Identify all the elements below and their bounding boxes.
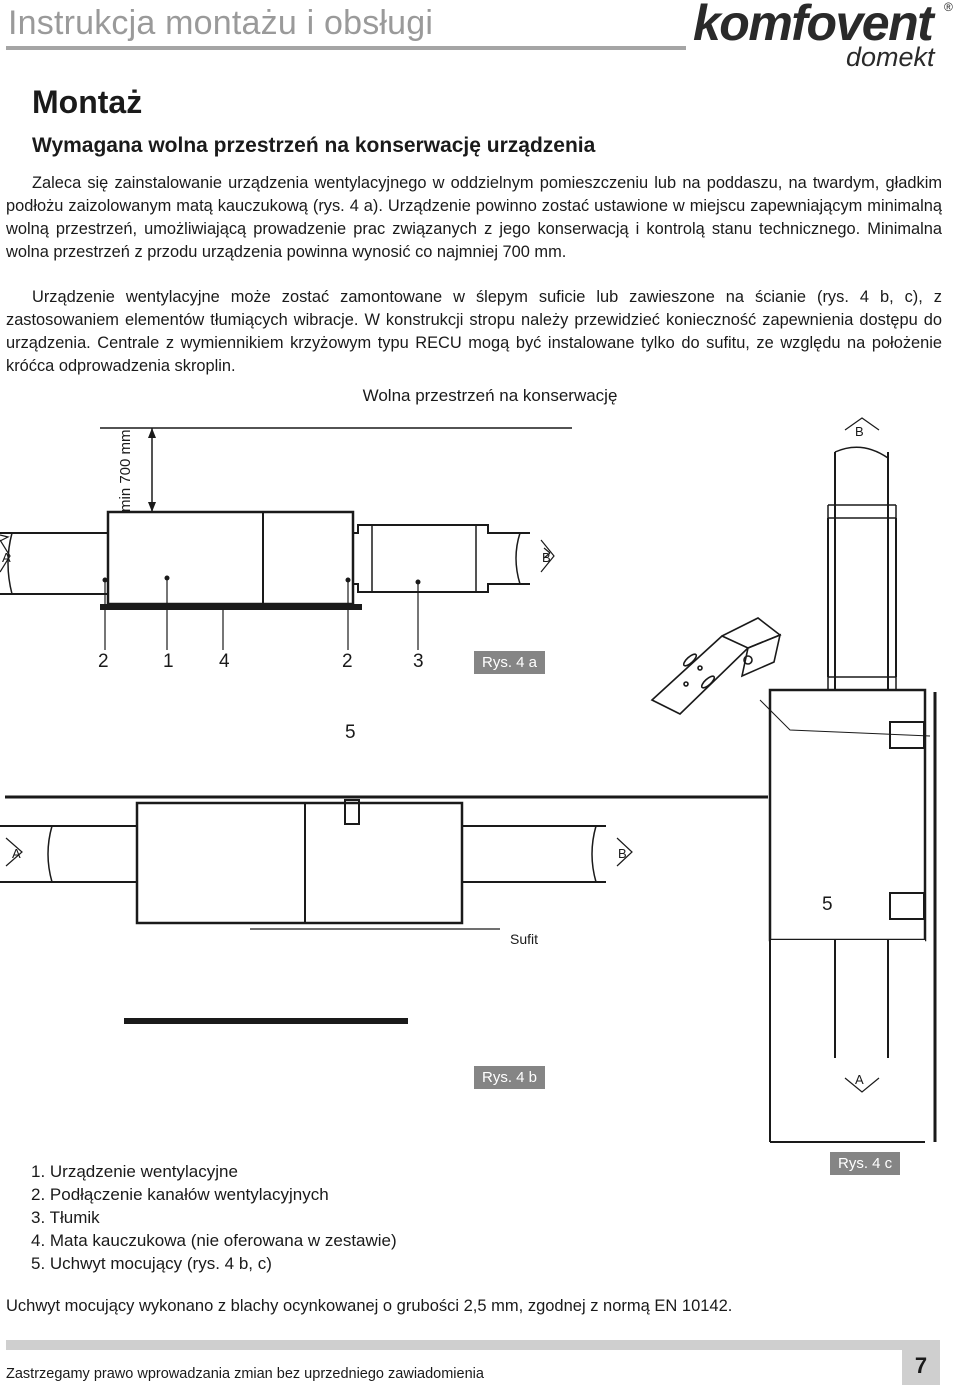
section-heading: Montaż (32, 84, 143, 120)
port-a-label-4b: A (12, 846, 21, 861)
document-title: Instrukcja montażu i obsługi (8, 4, 434, 42)
dimension-label: min 700 mm (117, 429, 134, 512)
paragraph-1-text: Zaleca się zainstalowanie urządzenia wentylacyjnego w oddzielnym pomieszczeniu lub na poddaszu, na twardym, gładkim podłożu zaizolowanym matą kauczukową (rys. 4 a). Urządzenie powinno zostać ustawione w miejscu zapewniającym minimalną wolną przestrzeń, umożliwiającą prowadzenie prac związanych z jego konserwacją i kontrolą stanu technicznego. Minimalna wolna przestrzeń z przodu urządzenia powinna wynosić co najmniej 700 mm. (6, 174, 942, 261)
callout-3: 3 (413, 651, 424, 672)
badge-rys-4a: Rys. 4 a (474, 651, 545, 674)
port-a-label-4a: A (2, 550, 11, 565)
legend-item: 1. Urządzenie wentylacyjne (31, 1162, 238, 1181)
port-b-label-4b: B (618, 846, 627, 861)
callout-2-right: 2 (342, 651, 353, 672)
legend-item: 4. Mata kauczukowa (nie oferowana w zestawie) (31, 1231, 397, 1250)
callout-4: 4 (219, 651, 230, 672)
port-b-label-4c: B (855, 424, 864, 439)
legend-item: 5. Uchwyt mocujący (rys. 4 b, c) (31, 1254, 272, 1273)
brand-logo: komfovent (693, 0, 933, 51)
section-subheading: Wymagana wolna przestrzeń na konserwację urządzenia (32, 134, 596, 157)
paragraph-2-text: Urządzenie wentylacyjne może zostać zamontowane w ślepym suficie lub zawieszone na ścianie (rys. 4 b, c), z zastosowaniem elementów tłumiących wibracje. W konstrukcji stropu należy przewidzieć konieczność zapewnienia dostępu do urządzenia. Centrale z wymiennikiem krzyżowym typu RECU mogą być instalowane tylko do sufitu, ze względu na położenie króćca odprowadzenia skroplin. (6, 288, 942, 375)
vertical-unit (770, 690, 925, 940)
legend-item: 3. Tłumik (31, 1208, 100, 1227)
duct-left (0, 533, 108, 594)
callout-1: 1 (163, 651, 174, 672)
callout-2-left: 2 (98, 651, 109, 672)
ceiling-unit (137, 803, 462, 923)
badge-rys-4b: Rys. 4 b (474, 1066, 545, 1089)
callout-5-side: 5 (822, 894, 833, 915)
legend-item: 2. Podłączenie kanałów wentylacyjnych (31, 1185, 329, 1204)
ceiling-label: Sufit (510, 931, 539, 947)
floor-bar (124, 1018, 408, 1024)
badge-rys-4c: Rys. 4 c (830, 1152, 900, 1175)
footer-disclaimer: Zastrzegamy prawo wprowadzania zmian bez uprzedniego zawiadomienia (6, 1366, 484, 1382)
brand-sublogo: domekt (846, 42, 935, 72)
port-b-label-4a: B (542, 550, 551, 565)
registered-mark: ® (944, 0, 953, 14)
callout-5-top: 5 (345, 722, 356, 743)
page-number: 7 (902, 1347, 940, 1385)
figure-title: Wolna przestrzeń na konserwację (362, 386, 618, 405)
bracket-note: Uchwyt mocujący wykonano z blachy ocynkowanej o grubości 2,5 mm, zgodnej z normą EN 10142. (6, 1297, 733, 1315)
footer-rule (6, 1340, 940, 1350)
component-legend (31, 1160, 397, 1275)
port-a-label-4c: A (855, 1072, 864, 1087)
rubber-mat (100, 604, 362, 610)
ventilation-unit (108, 512, 353, 604)
